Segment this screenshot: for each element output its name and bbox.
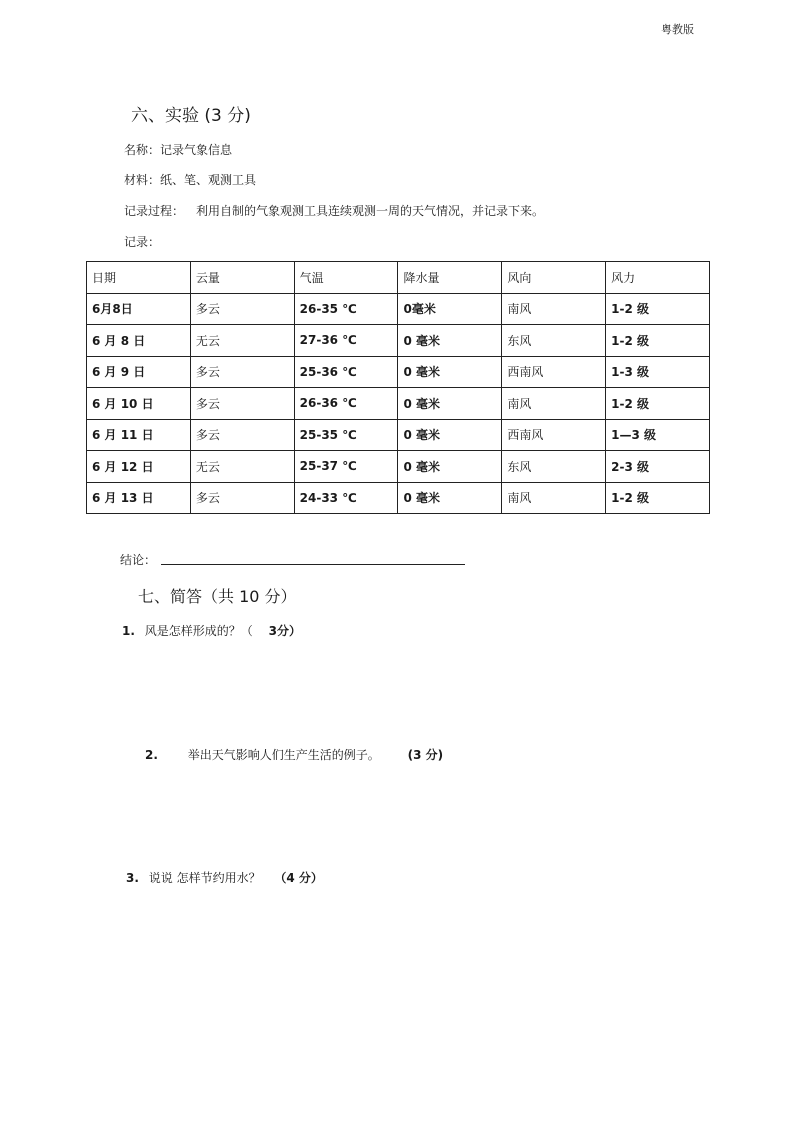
question-2-score: (3 分) bbox=[407, 748, 444, 762]
cell-precipitation: 0 毫米 bbox=[398, 388, 502, 420]
cell-cloud: 多云 bbox=[190, 356, 294, 388]
header-precipitation: 降水量 bbox=[398, 262, 502, 294]
cell-date: 6 月 11 日 bbox=[87, 419, 191, 451]
header-cloud: 云量 bbox=[190, 262, 294, 294]
process-line bbox=[124, 202, 544, 219]
table-row bbox=[87, 325, 710, 357]
cell-cloud: 多云 bbox=[190, 293, 294, 325]
cell-precipitation: 0 毫米 bbox=[398, 325, 502, 357]
name-value: 记录气象信息 bbox=[160, 143, 233, 157]
cell-temperature: 25-35 ℃ bbox=[294, 419, 398, 451]
cell-temperature: 26-35 ℃ bbox=[294, 293, 398, 325]
table-row bbox=[87, 388, 710, 420]
name-label: 名称： bbox=[124, 143, 161, 157]
cell-cloud: 无云 bbox=[190, 451, 294, 483]
header-wind-direction: 风向 bbox=[502, 262, 606, 294]
table-row bbox=[87, 451, 710, 483]
cell-date: 6 月 8 日 bbox=[87, 325, 191, 357]
cell-wind-force: 1-2 级 bbox=[606, 293, 710, 325]
materials-label: 材料： bbox=[124, 173, 161, 187]
cell-date: 6月8日 bbox=[87, 293, 191, 325]
cell-wind-force: 1-2 级 bbox=[606, 325, 710, 357]
materials-value: 纸、笔、观测工具 bbox=[160, 173, 257, 187]
question-1-score: 3分） bbox=[268, 624, 301, 638]
question-1-number: 1. bbox=[122, 624, 135, 638]
cell-precipitation: 0 毫米 bbox=[398, 356, 502, 388]
question-3 bbox=[126, 869, 323, 886]
cell-wind-force: 2-3 级 bbox=[606, 451, 710, 483]
question-1 bbox=[122, 622, 301, 639]
edition-label: 粤教版 bbox=[661, 23, 694, 36]
cell-wind-force: 1—3 级 bbox=[606, 419, 710, 451]
cell-temperature: 26-36 ℃ bbox=[294, 388, 398, 420]
cell-cloud: 多云 bbox=[190, 419, 294, 451]
cell-wind-direction: 东风 bbox=[502, 325, 606, 357]
cell-precipitation: 0 毫米 bbox=[398, 419, 502, 451]
table-row bbox=[87, 293, 710, 325]
question-1-text: 风是怎样形成的？（ bbox=[144, 624, 253, 638]
cell-wind-direction: 东风 bbox=[502, 451, 606, 483]
cell-cloud: 多云 bbox=[190, 482, 294, 514]
cell-wind-direction: 南风 bbox=[502, 293, 606, 325]
question-2-number: 2. bbox=[145, 748, 158, 762]
section7-title: 七、简答（共 10 分） bbox=[138, 587, 297, 606]
cell-temperature: 25-37 ℃ bbox=[294, 451, 398, 483]
question-2-text: 举出天气影响人们生产生活的例子。 bbox=[187, 748, 380, 762]
cell-precipitation: 0毫米 bbox=[398, 293, 502, 325]
cell-wind-force: 1-2 级 bbox=[606, 482, 710, 514]
cell-temperature: 27-36 ℃ bbox=[294, 325, 398, 357]
question-3-number: 3. bbox=[126, 871, 139, 885]
cell-date: 6 月 13 日 bbox=[87, 482, 191, 514]
cell-precipitation: 0 毫米 bbox=[398, 451, 502, 483]
cell-wind-force: 1-3 级 bbox=[606, 356, 710, 388]
question-3-score: （4 分） bbox=[274, 871, 323, 885]
table-row bbox=[87, 356, 710, 388]
weather-record-table bbox=[86, 261, 710, 514]
cell-date: 6 月 9 日 bbox=[87, 356, 191, 388]
experiment-name-line bbox=[124, 141, 232, 158]
cell-cloud: 多云 bbox=[190, 388, 294, 420]
process-value: 利用自制的气象观测工具连续观测一周的天气情况，并记录下来。 bbox=[196, 204, 545, 218]
cell-date: 6 月 12 日 bbox=[87, 451, 191, 483]
cell-wind-direction: 南风 bbox=[502, 482, 606, 514]
cell-date: 6 月 10 日 bbox=[87, 388, 191, 420]
cell-temperature: 24-33 ℃ bbox=[294, 482, 398, 514]
cell-precipitation: 0 毫米 bbox=[398, 482, 502, 514]
cell-temperature: 25-36 ℃ bbox=[294, 356, 398, 388]
cell-wind-direction: 西南风 bbox=[502, 356, 606, 388]
header-wind-force: 风力 bbox=[606, 262, 710, 294]
cell-wind-direction: 西南风 bbox=[502, 419, 606, 451]
question-2 bbox=[145, 746, 443, 763]
conclusion-label: 结论： bbox=[120, 553, 157, 567]
cell-wind-direction: 南风 bbox=[502, 388, 606, 420]
conclusion-answer-line[interactable] bbox=[161, 564, 465, 565]
question-3-text: 说说 怎样节约用水？ bbox=[148, 871, 261, 885]
materials-line bbox=[124, 171, 256, 188]
cell-cloud: 无云 bbox=[190, 325, 294, 357]
table-row bbox=[87, 482, 710, 514]
section6-title: 六、实验 (3 分) bbox=[131, 106, 251, 126]
header-date: 日期 bbox=[87, 262, 191, 294]
table-header-row bbox=[87, 262, 710, 294]
record-label: 记录： bbox=[124, 235, 161, 249]
header-temperature: 气温 bbox=[294, 262, 398, 294]
cell-wind-force: 1-2 级 bbox=[606, 388, 710, 420]
process-label: 记录过程： bbox=[124, 204, 185, 218]
table-row bbox=[87, 419, 710, 451]
